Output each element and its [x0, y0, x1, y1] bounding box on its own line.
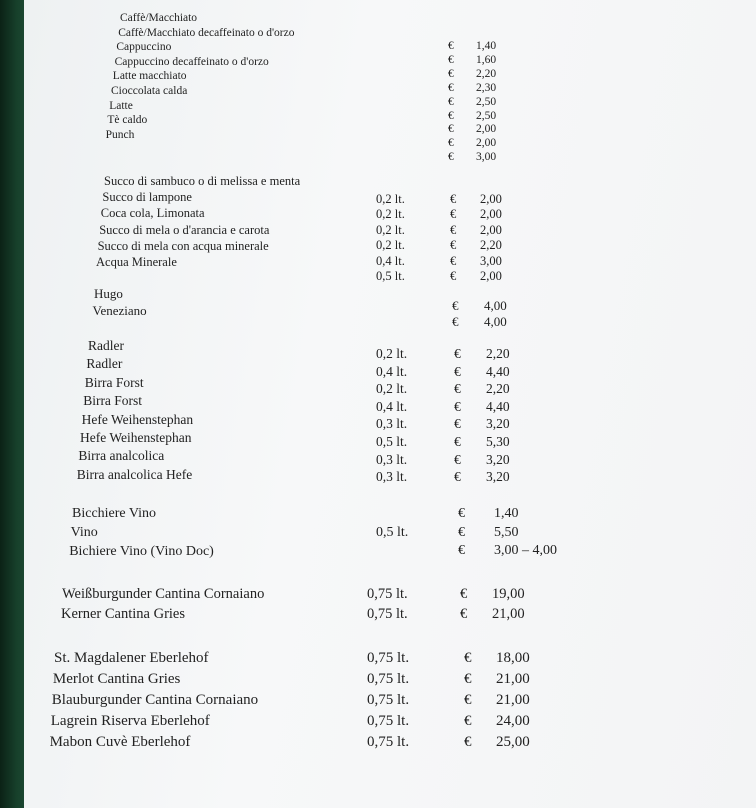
menu-item-name: Hefe Weihenstephan [80, 430, 192, 445]
menu-item-price: 1,40 [494, 506, 519, 521]
menu-item-price: 4,40 [486, 398, 510, 414]
euro-sign: € [452, 314, 459, 329]
menu-item-quantity: 0,5 lt. [376, 434, 408, 449]
euro-sign: € [454, 398, 461, 414]
euro-sign: € [448, 95, 454, 108]
menu-item-price: 24,00 [496, 713, 530, 729]
euro-sign: € [454, 469, 461, 485]
menu-item-price: 21,00 [492, 606, 525, 622]
menu-item-name: Radler [86, 356, 123, 372]
menu-item-price: 2,30 [476, 81, 497, 94]
menu-item-name: Birra analcolica [78, 448, 165, 464]
menu-item-name: Radler [88, 338, 124, 353]
menu-item-name: Succo di sambuco o di melissa e menta [104, 174, 301, 188]
menu-item-price: 2,00 [476, 123, 497, 136]
menu-item-name: Lagrein Riserva Eberlehof [50, 713, 210, 729]
menu-item-quantity: 0,75 lt. [367, 606, 408, 622]
menu-item-price: 5,50 [494, 524, 519, 540]
menu-item-quantity: 0,2 lt. [376, 346, 408, 361]
menu-item-price: 3,00 [480, 253, 502, 268]
menu-item-name: Hefe Weihenstephan [81, 411, 194, 427]
menu-item-quantity: 0,75 lt. [367, 586, 408, 602]
menu-item-quantity: 0,3 lt. [376, 469, 408, 485]
menu-item-price: 2,50 [476, 109, 497, 122]
menu-item-quantity: 0,2 lt. [376, 238, 405, 253]
menu-item-name: Caffè/Macchiato decaffeinato o d'orzo [118, 26, 295, 39]
menu-item-price: 2,00 [480, 222, 502, 237]
menu-item-name: Latte [109, 99, 133, 112]
menu-item-name: Cappuccino decaffeinato o d'orzo [114, 55, 269, 68]
menu-item-quantity: 0,2 lt. [376, 192, 405, 206]
menu-item-quantity: 0,75 lt. [367, 692, 410, 708]
euro-sign: € [452, 298, 459, 313]
menu-item-price: 3,20 [486, 416, 510, 432]
menu-item-name: Veneziano [92, 303, 147, 318]
menu-item-price: 2,00 [480, 192, 502, 206]
menu-item-name: Vino [70, 525, 98, 540]
menu-item-price: 3,20 [486, 469, 510, 485]
menu-item-price: 3,00 – 4,00 [494, 543, 557, 558]
menu-item-name: Bichiere Vino (Vino Doc) [69, 544, 214, 559]
menu-item-price: 4,00 [484, 298, 507, 313]
euro-sign: € [454, 451, 461, 467]
euro-sign: € [450, 207, 457, 222]
menu-item-price: 2,20 [486, 381, 510, 397]
euro-sign: € [464, 713, 472, 729]
euro-sign: € [454, 346, 461, 361]
euro-sign: € [454, 381, 461, 397]
euro-sign: € [448, 109, 454, 122]
euro-sign: € [450, 222, 457, 237]
menu-item-quantity: 0,4 lt. [376, 253, 405, 268]
menu-item-price: 1,60 [476, 53, 497, 66]
menu-item-price: 3,20 [486, 451, 510, 467]
menu-item-price: 2,00 [480, 269, 502, 283]
euro-sign: € [448, 151, 454, 164]
menu-item-name: Cioccolata calda [111, 85, 188, 97]
menu-item-name: Acqua Minerale [96, 255, 177, 269]
menu-item-name: Merlot Cantina Gries [52, 671, 181, 687]
menu-item-price: 5,30 [486, 434, 510, 449]
menu-item-name: Birra Forst [83, 393, 143, 409]
menu-item-quantity: 0,5 lt. [376, 524, 409, 540]
menu-item-name: Mabon Cuvè Eberlehof [49, 734, 191, 750]
euro-sign: € [454, 434, 461, 449]
menu-item-name: Caffè/Macchiato [120, 12, 198, 24]
menu-item-name: Hugo [94, 286, 123, 301]
euro-sign: € [448, 123, 454, 136]
menu-item-price: 19,00 [492, 586, 525, 602]
menu-item-quantity: 0,75 lt. [367, 671, 410, 687]
menu-item-quantity: 0,5 lt. [376, 269, 405, 283]
menu-item-quantity: 0,75 lt. [367, 713, 410, 729]
menu-item-quantity: 0,75 lt. [367, 734, 410, 750]
menu-item-name: Bicchiere Vino [72, 506, 157, 521]
menu-item-name: Punch [105, 128, 135, 141]
menu-item-name: Birra analcolica Hefe [76, 466, 193, 482]
menu-item-quantity: 0,3 lt. [376, 416, 408, 432]
euro-sign: € [448, 67, 454, 80]
menu-item-name: Latte macchiato [112, 70, 187, 83]
euro-sign: € [464, 734, 472, 750]
euro-sign: € [448, 53, 454, 66]
menu-item-price: 21,00 [496, 671, 530, 687]
menu-item-price: 21,00 [496, 692, 530, 708]
menu-item-name: Kerner Cantina Gries [61, 606, 186, 622]
menu-item-price: 2,20 [476, 67, 497, 80]
menu-item-name: Birra Forst [84, 374, 144, 390]
euro-sign: € [454, 363, 461, 379]
euro-sign: € [458, 506, 465, 521]
euro-sign: € [464, 692, 472, 708]
euro-sign: € [448, 81, 454, 94]
menu-item-quantity: 0,75 lt. [367, 650, 410, 666]
menu-item-name: Tè caldo [107, 114, 148, 127]
menu-item-price: 3,00 [476, 151, 497, 164]
menu-item-price: 18,00 [496, 650, 530, 666]
menu-item-name: Succo di mela con acqua minerale [97, 238, 269, 253]
euro-sign: € [450, 269, 457, 283]
euro-sign: € [448, 40, 454, 52]
euro-sign: € [450, 238, 457, 253]
euro-sign: € [460, 586, 468, 602]
menu-item-quantity: 0,2 lt. [376, 207, 405, 222]
euro-sign: € [448, 137, 454, 150]
menu-item-quantity: 0,3 lt. [376, 451, 408, 467]
menu-item-price: 4,40 [486, 363, 510, 379]
menu-item-name: St. Magdalener Eberlehof [54, 650, 209, 666]
menu-item-price: 2,20 [486, 346, 510, 361]
menu-item-price: 1,40 [476, 40, 497, 52]
menu-item-quantity: 0,4 lt. [376, 363, 408, 379]
menu-item-price: 2,00 [476, 137, 497, 150]
menu-item-price: 4,00 [484, 314, 507, 329]
euro-sign: € [450, 253, 457, 268]
menu-item-price: 2,20 [480, 238, 502, 253]
menu-item-price: 25,00 [496, 734, 530, 750]
euro-sign: € [464, 650, 472, 666]
menu-item-quantity: 0,2 lt. [376, 381, 408, 397]
menu-item-price: 2,00 [480, 207, 502, 222]
euro-sign: € [450, 192, 457, 206]
menu-item-name: Cappuccino [116, 41, 172, 54]
menu-item-price: 2,50 [476, 95, 497, 108]
menu-item-name: Blauburgunder Cantina Cornaiano [51, 692, 259, 708]
euro-sign: € [464, 671, 472, 687]
menu-item-name: Succo di lampone [102, 190, 192, 205]
menu-item-name: Succo di mela o d'arancia e carota [99, 222, 270, 237]
menu-item-name: Coca cola, Limonata [100, 206, 205, 221]
euro-sign: € [454, 416, 461, 432]
euro-sign: € [458, 524, 465, 540]
menu-page [24, 0, 756, 808]
menu-item-quantity: 0,4 lt. [376, 398, 408, 414]
menu-item-name: Weißburgunder Cantina Cornaiano [62, 586, 265, 602]
euro-sign: € [458, 543, 465, 558]
menu-item-quantity: 0,2 lt. [376, 222, 405, 237]
euro-sign: € [460, 606, 468, 622]
